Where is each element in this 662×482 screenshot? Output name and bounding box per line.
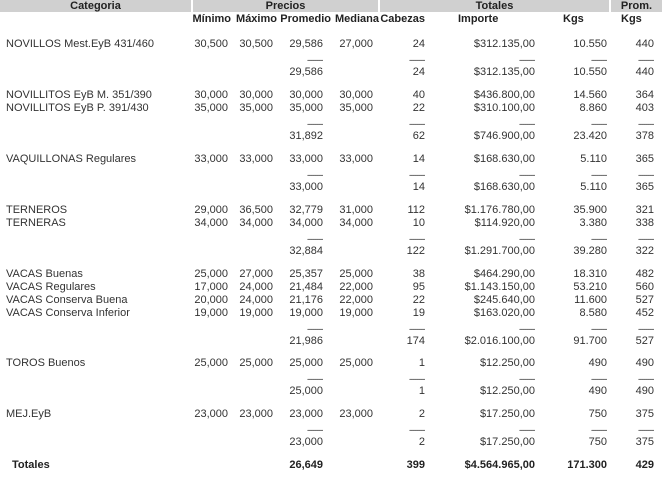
cell-cab: 40 — [412, 89, 425, 101]
cell-min: 34,000 — [194, 217, 228, 229]
cell-kgs: 35.900 — [573, 204, 607, 216]
subtotal-separator: -------- — [638, 427, 654, 433]
cell-cat: TOROS Buenos — [6, 357, 86, 369]
cell-kgs: 5.110 — [580, 153, 607, 165]
cell-cat: TERNEROS — [6, 204, 68, 216]
subtotal-cab: 62 — [412, 130, 425, 142]
cell-med: 34,000 — [339, 217, 373, 229]
cell-med: 31,000 — [339, 204, 373, 216]
cell-max: 19,000 — [239, 307, 273, 319]
subtotal-separator: -------- — [409, 172, 425, 178]
subtotal-cab: 2 — [418, 436, 425, 448]
cell-kgs: 10.550 — [573, 38, 607, 50]
cell-med: 35,000 — [339, 102, 373, 114]
cell-prom: 32,779 — [289, 204, 323, 216]
cell-max: 30,000 — [239, 89, 273, 101]
cell-prom: 19,000 — [289, 307, 323, 319]
cell-min: 29,000 — [194, 204, 228, 216]
cell-max: 30,500 — [239, 38, 273, 50]
cell-imp: $17.250,00 — [479, 408, 535, 420]
cell-kp: 440 — [635, 38, 654, 50]
cell-kgs: 750 — [588, 408, 607, 420]
cell-max: 35,000 — [239, 102, 273, 114]
subtotal-separator: -------- — [638, 57, 654, 63]
subtotal-kgs: 5.110 — [580, 181, 607, 193]
cell-kp: 365 — [635, 153, 654, 165]
subtotal-separator: -------- — [591, 172, 607, 178]
cell-cab: 1 — [418, 357, 425, 369]
cell-min: 19,000 — [194, 307, 228, 319]
subtotal-separator: -------- — [519, 326, 535, 332]
cell-kp: 482 — [635, 268, 654, 280]
subtotal-kgs: 23.420 — [573, 130, 607, 142]
cell-cab: 95 — [412, 281, 425, 293]
subtotal-separator: -------- — [307, 376, 323, 382]
cell-max: 33,000 — [239, 153, 273, 165]
subtotal-separator: -------- — [591, 427, 607, 433]
subtotal-kp: 527 — [635, 335, 654, 347]
subtotal-separator: -------- — [519, 427, 535, 433]
cell-cat: NOVILLOS Mest.EyB 431/460 — [6, 38, 154, 50]
cell-max: 36,500 — [239, 204, 273, 216]
cell-min: 33,000 — [194, 153, 228, 165]
subtotal-kp: 490 — [635, 385, 654, 397]
cell-kp: 490 — [635, 357, 654, 369]
cell-min: 35,000 — [194, 102, 228, 114]
subtotal-kp: 440 — [635, 66, 654, 78]
subtotal-separator: -------- — [409, 121, 425, 127]
cell-cat: VACAS Regulares — [6, 281, 96, 293]
subtotal-separator: -------- — [591, 57, 607, 63]
cell-imp: $436.800,00 — [473, 89, 535, 101]
subtotal-imp: $2.016.100,00 — [464, 335, 535, 347]
subtotal-imp: $12.250,00 — [479, 385, 535, 397]
subtotal-separator: -------- — [591, 236, 607, 242]
header-mediana: Mediana — [334, 13, 379, 25]
cell-imp: $245.640,00 — [473, 294, 535, 306]
cell-cab: 22 — [412, 102, 425, 114]
header-maximo: Máximo — [236, 13, 277, 25]
cell-cat: NOVILLITOS EyB P. 391/430 — [6, 102, 149, 114]
cell-cab: 22 — [412, 294, 425, 306]
cell-med: 27,000 — [339, 38, 373, 50]
cell-kgs: 8.580 — [579, 307, 607, 319]
subtotal-separator: -------- — [591, 326, 607, 332]
subtotal-cab: 122 — [406, 245, 425, 257]
subtotal-prom: 23,000 — [289, 436, 323, 448]
subtotal-prom: 32,884 — [289, 245, 323, 257]
header-categoria: Categoria — [0, 0, 191, 12]
cell-min: 30,500 — [194, 38, 228, 50]
cell-max: 34,000 — [239, 217, 273, 229]
subtotal-kp: 365 — [635, 181, 654, 193]
header-promedio: Promedio — [280, 13, 331, 25]
totals-imp: $4.564.965,00 — [464, 459, 535, 471]
subtotal-cab: 1 — [418, 385, 425, 397]
cell-kgs: 490 — [588, 357, 607, 369]
cell-prom: 33,000 — [289, 153, 323, 165]
cell-kgs: 53.210 — [573, 281, 607, 293]
subtotal-prom: 21,986 — [289, 335, 323, 347]
header-kgs: Kgs — [563, 13, 584, 25]
cell-cat: VACAS Buenas — [6, 268, 83, 280]
subtotal-separator: -------- — [519, 236, 535, 242]
subtotal-imp: $746.900,00 — [473, 130, 535, 142]
cell-imp: $12.250,00 — [479, 357, 535, 369]
cell-cat: MEJ.EyB — [6, 408, 52, 420]
cell-min: 17,000 — [194, 281, 228, 293]
cell-imp: $312.135,00 — [473, 38, 535, 50]
header-kgs-prom: Kgs — [621, 13, 642, 25]
header-totales: Totales — [380, 0, 609, 12]
cell-imp: $1.176.780,00 — [464, 204, 535, 216]
cell-kp: 364 — [635, 89, 654, 101]
cell-kp: 452 — [635, 307, 654, 319]
subtotal-cab: 24 — [412, 66, 425, 78]
cell-prom: 23,000 — [289, 408, 323, 420]
totals-kp: 429 — [635, 459, 654, 471]
header-minimo: Mínimo — [192, 13, 231, 25]
cell-prom: 25,357 — [289, 268, 323, 280]
subtotal-separator: -------- — [638, 121, 654, 127]
subtotal-separator: -------- — [307, 427, 323, 433]
subtotal-imp: $1.291.700,00 — [464, 245, 535, 257]
totals-kgs: 171.300 — [567, 459, 607, 471]
cell-cab: 14 — [412, 153, 425, 165]
totals-prom: 26,649 — [289, 459, 323, 471]
cell-prom: 29,586 — [289, 38, 323, 50]
subtotal-prom: 29,586 — [289, 66, 323, 78]
cell-med: 30,000 — [339, 89, 373, 101]
subtotal-kp: 375 — [635, 436, 654, 448]
cell-prom: 34,000 — [289, 217, 323, 229]
subtotal-separator: -------- — [519, 172, 535, 178]
header-prom: Prom. — [611, 0, 662, 12]
cell-cab: 112 — [407, 204, 425, 216]
cell-cat: VACAS Conserva Inferior — [6, 307, 130, 319]
subtotal-separator: -------- — [409, 57, 425, 63]
subtotal-cab: 174 — [406, 335, 425, 347]
subtotal-cab: 14 — [412, 181, 425, 193]
cell-cat: VACAS Conserva Buena — [6, 294, 128, 306]
cell-imp: $1.143.150,00 — [464, 281, 535, 293]
cell-prom: 21,176 — [289, 294, 323, 306]
subtotal-separator: -------- — [307, 121, 323, 127]
cell-max: 27,000 — [239, 268, 273, 280]
cell-cab: 24 — [412, 38, 425, 50]
cell-med: 19,000 — [339, 307, 373, 319]
cell-max: 25,000 — [239, 357, 273, 369]
cell-cat: TERNERAS — [6, 217, 66, 229]
subtotal-imp: $312.135,00 — [473, 66, 535, 78]
subtotal-separator: -------- — [307, 57, 323, 63]
cell-kgs: 18.310 — [573, 268, 607, 280]
subtotal-kgs: 10.550 — [573, 66, 607, 78]
subtotal-separator: -------- — [519, 121, 535, 127]
subtotal-kgs: 750 — [588, 436, 607, 448]
cell-min: 20,000 — [194, 294, 228, 306]
cell-imp: $163.020,00 — [473, 307, 535, 319]
cell-kgs: 11.600 — [574, 294, 607, 306]
subtotal-separator: -------- — [307, 172, 323, 178]
cell-med: 25,000 — [339, 268, 373, 280]
cell-kp: 403 — [635, 102, 654, 114]
subtotal-separator: -------- — [519, 57, 535, 63]
cell-min: 25,000 — [194, 268, 228, 280]
cell-max: 24,000 — [239, 281, 273, 293]
subtotal-separator: -------- — [409, 236, 425, 242]
cell-min: 30,000 — [194, 89, 228, 101]
header-cabezas: Cabezas — [380, 13, 425, 25]
cell-imp: $114.920,00 — [474, 217, 535, 229]
cell-cab: 19 — [412, 307, 425, 319]
subtotal-kgs: 91.700 — [573, 335, 607, 347]
cell-med: 23,000 — [339, 408, 373, 420]
cell-prom: 25,000 — [289, 357, 323, 369]
cell-med: 33,000 — [339, 153, 373, 165]
cell-cat: VAQUILLONAS Regulares — [6, 153, 137, 165]
cell-imp: $310.100,00 — [473, 102, 535, 114]
subtotal-separator: -------- — [638, 236, 654, 242]
cell-min: 25,000 — [194, 357, 228, 369]
subtotal-separator: -------- — [591, 121, 607, 127]
cell-kp: 527 — [635, 294, 654, 306]
cell-max: 23,000 — [239, 408, 273, 420]
cell-kgs: 3.380 — [579, 217, 607, 229]
cell-kgs: 8.860 — [579, 102, 607, 114]
cell-cab: 2 — [418, 408, 425, 420]
cell-med: 25,000 — [339, 357, 373, 369]
subtotal-kgs: 490 — [588, 385, 607, 397]
cell-max: 24,000 — [239, 294, 273, 306]
cell-kp: 560 — [635, 281, 654, 293]
subtotal-separator: -------- — [409, 376, 425, 382]
subtotal-prom: 25,000 — [289, 385, 323, 397]
subtotal-imp: $17.250,00 — [479, 436, 535, 448]
cell-cab: 38 — [412, 268, 425, 280]
subtotal-separator: -------- — [591, 376, 607, 382]
subtotal-separator: -------- — [409, 326, 425, 332]
cell-kp: 338 — [635, 217, 654, 229]
totals-label: Totales — [12, 459, 50, 471]
subtotal-separator: -------- — [307, 236, 323, 242]
header-importe: Importe — [458, 13, 499, 25]
cell-prom: 35,000 — [289, 102, 323, 114]
cell-med: 22,000 — [339, 294, 373, 306]
subtotal-imp: $168.630,00 — [473, 181, 535, 193]
header-precios: Precios — [193, 0, 378, 12]
cell-cat: NOVILLITOS EyB M. 351/390 — [6, 89, 152, 101]
cell-prom: 30,000 — [289, 89, 323, 101]
cell-imp: $168.630,00 — [473, 153, 535, 165]
cell-kp: 375 — [635, 408, 654, 420]
subtotal-separator: -------- — [409, 427, 425, 433]
subtotal-separator: -------- — [638, 326, 654, 332]
subtotal-separator: -------- — [638, 376, 654, 382]
cell-prom: 21,484 — [289, 281, 323, 293]
cell-imp: $464.290,00 — [473, 268, 535, 280]
cell-cab: 10 — [412, 217, 425, 229]
cell-med: 22,000 — [339, 281, 373, 293]
cell-kp: 321 — [635, 204, 654, 216]
subtotal-kp: 378 — [635, 130, 654, 142]
totals-cab: 399 — [406, 459, 425, 471]
subtotal-prom: 33,000 — [289, 181, 323, 193]
subtotal-prom: 31,892 — [289, 130, 323, 142]
subtotal-kp: 322 — [635, 245, 654, 257]
subtotal-separator: -------- — [638, 172, 654, 178]
cell-kgs: 14.560 — [573, 89, 607, 101]
subtotal-kgs: 39.280 — [573, 245, 607, 257]
cell-min: 23,000 — [194, 408, 228, 420]
subtotal-separator: -------- — [307, 326, 323, 332]
subtotal-separator: -------- — [519, 376, 535, 382]
